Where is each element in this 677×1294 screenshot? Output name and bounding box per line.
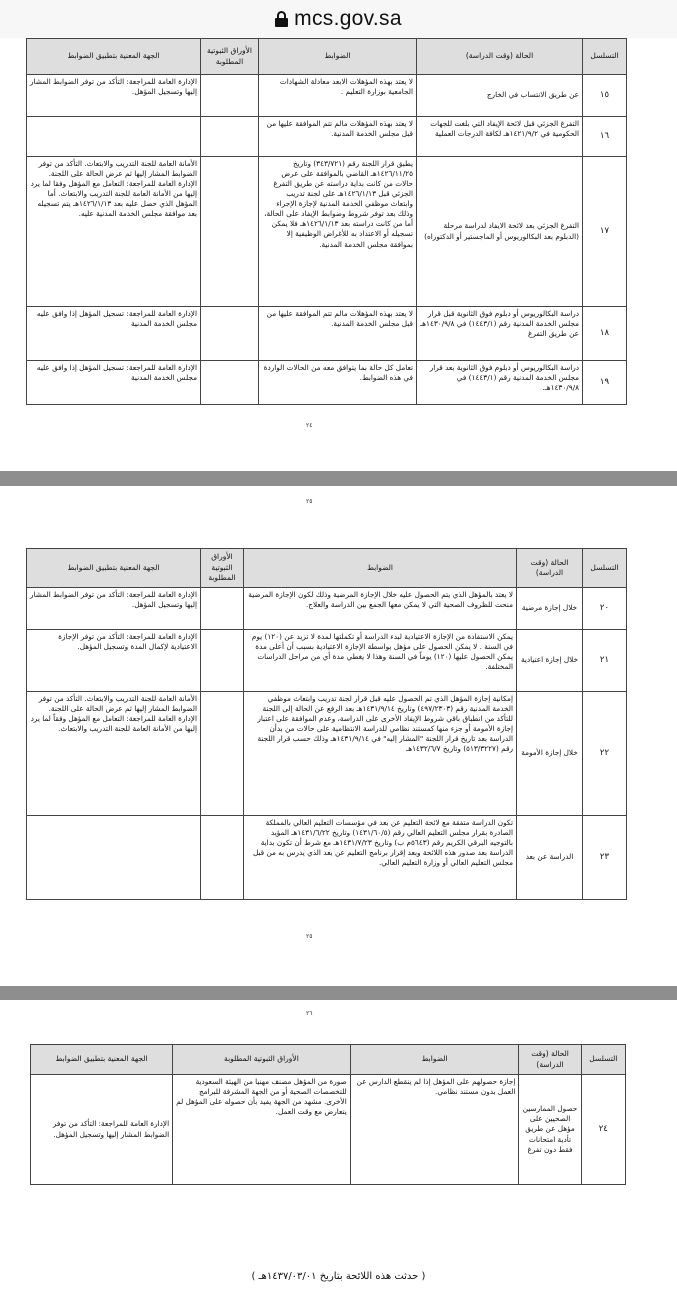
header-controls: الضوابط	[259, 39, 417, 75]
row-controls: تكون الدراسة متفقة مع لائحة التعليم عن بعد في مؤسسات التعليم العالي بالمملكة الصادرة بقرار مجلس التعليم العالي رقم (١٤٣١/٦٠/٥) وتاريخ ١٤٣١/٦/٢٢هـ المؤيد بالتوجيه البرقي الكريم رقم (٥٦٤٣م ب) وتاريخ ١٤٣١/٧/٢٣هـ مع شرط أن تكون بداية الدراسة بعد صدور هذه اللائحة وبعد إقرار برنامج التعليم عن بعد الذي يدرس به من قبل مجلس التعليم العالي أو وزارة التعليم العالي.	[244, 816, 517, 900]
row-status: خلال إجازة الأمومة	[517, 692, 583, 816]
row-docs	[201, 692, 244, 816]
header-seq: التسلسل	[581, 1045, 625, 1075]
row-docs	[201, 307, 259, 361]
row-docs	[201, 630, 244, 692]
row-controls: إجازة حصولهم على المؤهل إذا لم ينقطع الدارس عن العمل بدون مستند نظامي.	[350, 1075, 519, 1185]
row-seq: ١٨	[583, 307, 627, 361]
row-dept	[27, 816, 201, 900]
row-dept: الأمانة العامة للجنة التدريب والابتعاث. التأكد من توفر الضوابط المشار إليها ثم عرض الحالة على اللجنة. الإدارة العامة للمراجعة: التعامل مع المؤهل وفقا لما يرد إليها من الأمانة العامة للجنة التدريب والابتعاث. أما المؤهل الذي حصل عليه بعد ١٤٢٦/١/١٣هـ يتم تسجيله بعد موافقة مجلس الخدمة المدنية عليه.	[27, 157, 201, 307]
header-docs: الأوراق الثبوتية المطلوبة	[201, 549, 244, 588]
row-controls: لا يعتد بهذه المؤهلات الابعد معادلة الشهادات الجامعية بوزارة التعليم .	[259, 75, 417, 117]
header-seq: التسلسل	[583, 549, 627, 588]
regulations-table-3	[30, 1044, 626, 1185]
row-dept: الإدارة العامة للمراجعة: التأكد من توفر الضوابط المشار إليها وتسجيل المؤهل.	[31, 1075, 173, 1185]
header-controls: الضوابط	[350, 1045, 519, 1075]
row-dept: الإدارة العامة للمراجعة: التأكد من توفر الضوابط المشار إليها وتسجيل المؤهل.	[27, 588, 201, 630]
update-note: ( حدثت هذه اللائحة بتاريخ ١٤٣٧/٠٣/٠١هـ )	[251, 1271, 426, 1282]
row-status: خلال إجازة اعتيادية	[517, 630, 583, 692]
row-seq: ١٩	[583, 361, 627, 405]
row-seq: ١٥	[583, 75, 627, 117]
document-page-26	[0, 1000, 677, 1294]
row-dept: الإدارة العامة للمراجعة: التأكد من توفر الإجازة الاعتيادية لإكمال المدة وتسجيل المؤهل.	[27, 630, 201, 692]
row-seq: ٢٤	[581, 1075, 625, 1185]
row-dept: الأمانة العامة للجنة التدريب والابتعاث. التأكد من توفر الضوابط المشار إليها ثم عرض الحالة على اللجنة. الإدارة العامة للمراجعة: التعامل مع المؤهل وفقاً لما يرد إليها من الأمانة العامة للجنة التدريب والابتعاث.	[27, 692, 201, 816]
row-docs	[201, 117, 259, 157]
row-seq: ٢٣	[583, 816, 627, 900]
row-status: دراسة البكالوريوس أو دبلوم فوق الثانوية قبل قرار مجلس الخدمة المدنية رقم (١٤٤٣/١) في ١٤٣٠/٩/٨هـ عن طريق التفرغ	[417, 307, 583, 361]
table-row	[27, 816, 627, 900]
row-seq: ٢٠	[583, 588, 627, 630]
table-row	[27, 588, 627, 630]
header-status: الحالة (وقت الدراسة)	[517, 549, 583, 588]
row-controls: لا يعتد بهذه المؤهلات مالم تتم الموافقة عليها من قبل مجلس الخدمة المدنية.	[259, 307, 417, 361]
header-docs: الأوراق الثبوتية المطلوبة	[201, 39, 259, 75]
header-seq: التسلسل	[583, 39, 627, 75]
row-controls: تعامل كل حالة بما يتوافق معه من الحالات الواردة في هذه الضوابط.	[259, 361, 417, 405]
table-row	[27, 117, 627, 157]
table-row	[27, 692, 627, 816]
table-row	[27, 75, 627, 117]
page-number: ٢٥	[306, 933, 313, 940]
table-row	[27, 307, 627, 361]
row-dept: الإدارة العامة للمراجعة: تسجيل المؤهل إذا وافق عليه مجلس الخدمة المدنية	[27, 307, 201, 361]
header-dept: الجهة المعنية بتطبيق الضوابط	[31, 1045, 173, 1075]
table-row	[27, 630, 627, 692]
row-seq: ٢١	[583, 630, 627, 692]
page-number: ٢٦	[306, 1010, 313, 1017]
table-row	[27, 361, 627, 405]
row-seq: ١٦	[583, 117, 627, 157]
row-status: التفرغ الجزئي بعد لائحة الايفاد لدراسة مرحلة (الدبلوم بعد البكالوريوس أو الماجستير أو الدكتوراه)	[417, 157, 583, 307]
row-seq: ١٧	[583, 157, 627, 307]
row-status: الدراسة عن بعد	[517, 816, 583, 900]
row-docs	[201, 157, 259, 307]
table-row	[31, 1075, 626, 1185]
url-text[interactable]: mcs.gov.sa	[294, 7, 402, 30]
page-number: ٢٤	[306, 422, 313, 429]
row-controls: يطبق قرار اللجنة رقم (٣٤٣/٧٢١) وتاريخ ١٤٢٦/١١/٢٥هـ القاضي بالموافقة على عرض حالات من كانت بداية دراسته عن طريق التفرغ الجزئي قبل ١٤٢٦/١/١٣هـ على لجنة تدريب وابتعاث موظفي الخدمة المدنية لإجازة الإجراء وذلك بعد توفر شروط وضوابط الإيفاد على الحالة، أما من كانت دراسته بعد ١٤٢٦/١/١٣هـ فلا يمكن تسجيله أو الاعتداد به للأغراض الوظيفية إلا بموافقة مجلس الخدمة المدنية.	[259, 157, 417, 307]
row-controls: لا يعتد بهذه المؤهلات مالم تتم الموافقة عليها من قبل مجلس الخدمة المدنية.	[259, 117, 417, 157]
header-dept: الجهة المعنية بتطبيق الضوابط	[27, 39, 201, 75]
lock-icon	[275, 11, 288, 27]
row-seq: ٢٢	[583, 692, 627, 816]
page-separator	[0, 471, 677, 486]
row-docs: صورة من المؤهل مصنف مهنيا من الهيئة السعودية للتخصصات الصحية أو من الجهة المشرفة للبرامج الأخرى. مشهد من الجهة يفيد بأن حصوله على المؤهل لم يتعارض مع وقت العمل.	[173, 1075, 351, 1185]
table-row	[27, 157, 627, 307]
row-controls: يمكن الاستفادة من الإجازة الاعتيادية لبدء الدراسة أو تكملتها لمدة لا تزيد عن (١٢٠) يوم في السنة . لا يمكن الحصول على مؤهل بواسطة الإجازة الاعتيادية بسبب أن أعلى مدة يمكن الحصول عليها (١٢٠) يوماً في السنة وهذا لا يغطي مدة أي من مراحل الدراسات المختلفة.	[244, 630, 517, 692]
header-docs: الأوراق الثبوتية المطلوبة	[173, 1045, 351, 1075]
browser-url-bar[interactable]	[0, 0, 677, 38]
header-status: الحالة (وقت الدراسة)	[519, 1045, 581, 1075]
document-page-24	[0, 38, 677, 470]
header-status: الحالة (وقت الدراسة)	[417, 39, 583, 75]
row-docs	[201, 588, 244, 630]
document-page-25	[0, 486, 677, 986]
row-docs	[201, 816, 244, 900]
row-status: دراسة البكالوريوس أو دبلوم فوق الثانوية بعد قرار مجلس الخدمة المدنية رقم (١٤٤٣/١) في ١٤٣٠/٩/٨هـ.	[417, 361, 583, 405]
row-dept	[27, 117, 201, 157]
header-controls: الضوابط	[244, 549, 517, 588]
row-status: التفرغ الجزئي قبل لائحة الإيفاد التي بلغت للجهات الحكومية في ١٤٢١/٩/٢هـ لكافة الدرجات العملية	[417, 117, 583, 157]
row-status: حصول الممارسين الصحيين على مؤهل عن طريق تأدية امتحانات فقط دون تفرغ	[519, 1075, 581, 1185]
row-docs	[201, 75, 259, 117]
page-separator	[0, 986, 677, 1000]
regulations-table-1	[26, 38, 627, 405]
row-docs	[201, 361, 259, 405]
row-controls: إمكانية إجازة المؤهل الذي تم الحصول عليه قبل قرار لجنة تدريب وابتعاث موظفي الخدمة المدنية رقم (٤٩٧/٢٣٠٣) وتاريخ ١٤٣١/٩/١٤هـ بعد الرفع عن الحالة إلى اللجنة للتأكد من انطباق باقي شروط الإيفاد الأخرى على الدراسة، وعدم الموافقة على اعتبار إجازة الأمومة أو جزء منها كمستند نظامي للدراسة الانتظامية على حالات من بدأن الدراسة بعد تاريخ قرار اللجنة "المشار إليه" في ١٤٣١/٩/١٤هـ وذلك حسب قرار اللجنة رقم (٥١٣/٣٢٢٧) وتاريخ ١٤٣٢/٦/٧هـ	[244, 692, 517, 816]
header-dept: الجهة المعنية بتطبيق الضوابط	[27, 549, 201, 588]
row-status: عن طريق الانتساب في الخارج	[417, 75, 583, 117]
row-controls: لا يعتد بالمؤهل الذي يتم الحصول عليه خلال الإجازة المرضية وذلك لكون الإجازة المرضية منحت للظروف الصحية التي لا يمكن معها الجمع بين الدراسة والعلاج.	[244, 588, 517, 630]
row-dept: الإدارة العامة للمراجعة: التأكد من توفر الضوابط المشار إليها وتسجيل المؤهل.	[27, 75, 201, 117]
row-dept: الإدارة العامة للمراجعة: تسجيل المؤهل إذا وافق عليه مجلس الخدمة المدنية	[27, 361, 201, 405]
page-number: ٢٥	[306, 498, 313, 505]
regulations-table-2	[26, 548, 627, 900]
row-status: خلال إجازة مرضية	[517, 588, 583, 630]
